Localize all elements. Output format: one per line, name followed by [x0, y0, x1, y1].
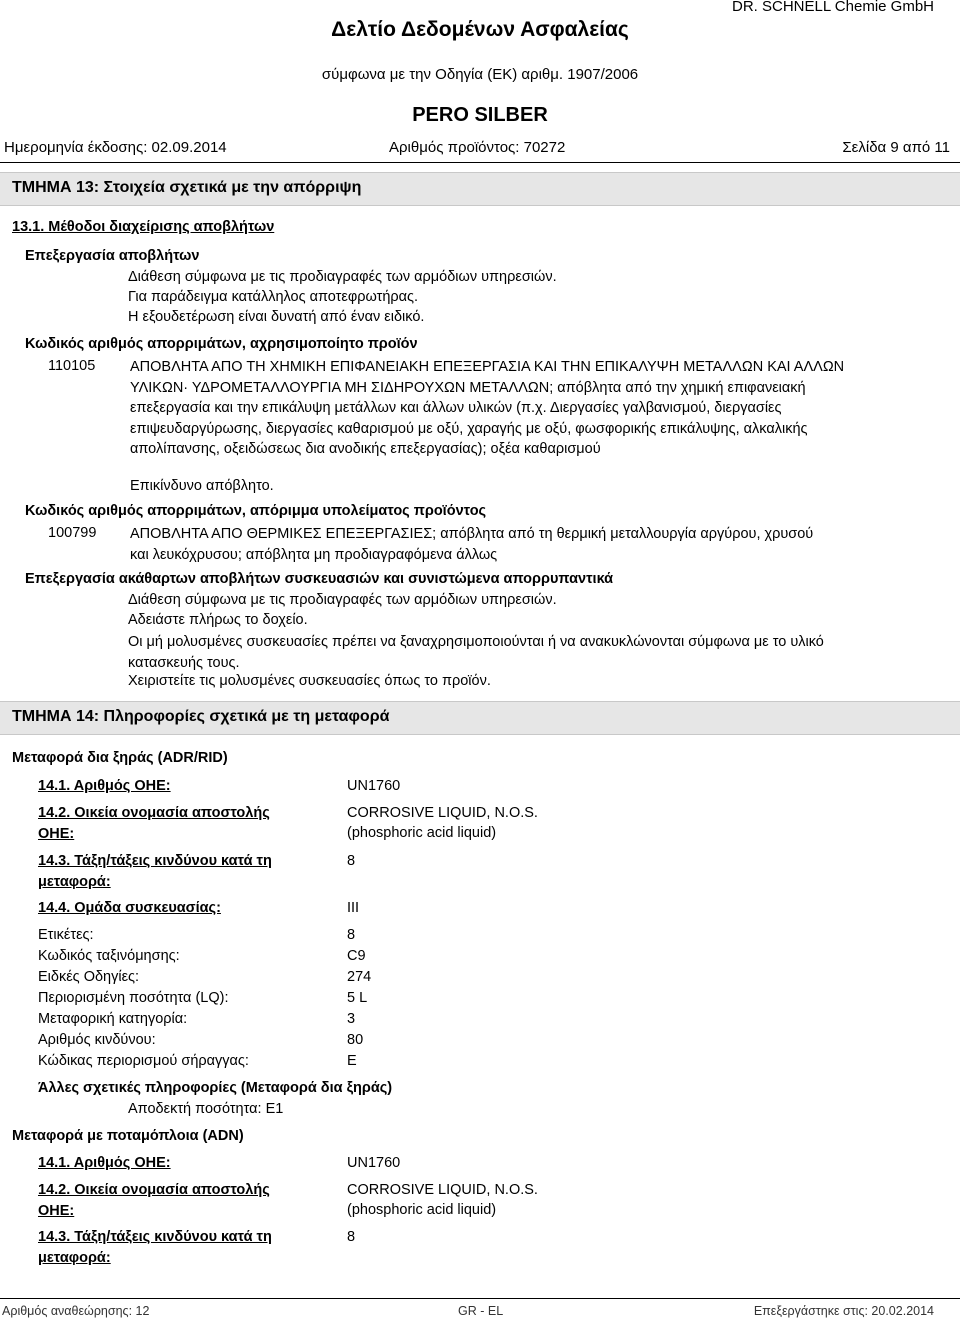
packaging-heading: Επεξεργασία ακάθαρτων αποβλήτων συσκευασιών και συνιστώμενα απορρυπαντικά [25, 571, 614, 587]
road-shipping-name-value: (phosphoric acid liquid) [347, 825, 497, 841]
road-info-value: E [347, 1053, 357, 1069]
road-hazard-class-label: μεταφορά: [38, 874, 111, 890]
road-info-value: 3 [347, 1011, 356, 1027]
regulation-reference: σύμφωνα με την Οδηγία (ΕΚ) αριθμ. 1907/2006 [321, 66, 639, 83]
product-name: PERO SILBER [412, 104, 548, 126]
road-other-info-heading: Άλλες σχετικές πληροφορίες (Μεταφορά δια ξηράς) [38, 1080, 393, 1096]
language-code: GR - EL [458, 1304, 504, 1318]
section-13-bar [0, 172, 960, 206]
inland-hazard-class-label: 14.3. Τάξη/τάξεις κινδύνου κατά τη [38, 1229, 272, 1245]
company-name: DR. SCHNELL Chemie GmbH [732, 0, 934, 15]
road-info-label: Περιορισμένη ποσότητα (LQ): [38, 990, 229, 1006]
issue-date: Ημερομηνία έκδοσης: 02.09.2014 [4, 139, 227, 156]
page-number: Σελίδα 9 από 11 [842, 139, 950, 156]
inland-transport-heading: Μεταφορά με ποταμόπλοια (ADN) [12, 1128, 244, 1144]
document-title: Δελτίο Δεδομένων Ασφαλείας [331, 18, 629, 41]
road-un-number-label: 14.1. Αριθμός ΟΗΕ: [38, 778, 171, 794]
inland-un-number-label: 14.1. Αριθμός ΟΗΕ: [38, 1155, 171, 1171]
road-other-info-value: Αποδεκτή ποσότητα: E1 [128, 1101, 284, 1117]
road-un-number-value: UN1760 [347, 778, 401, 794]
road-info-value: 8 [347, 927, 356, 943]
road-packing-group-label: 14.4. Ομάδα συσκευασίας: [38, 900, 221, 916]
road-info-label: Μεταφορική κατηγορία: [38, 1011, 188, 1027]
waste-code-100799: 100799 [48, 525, 97, 541]
section-14-bar [0, 701, 960, 735]
road-info-label: Ειδκές Οδηγίες: [38, 969, 140, 985]
inland-un-number-value: UN1760 [347, 1155, 401, 1171]
road-shipping-name-label: 14.2. Οικεία ονομασία αποστολής [38, 805, 270, 821]
inland-shipping-name-label: ΟΗΕ: [38, 1203, 75, 1219]
subsection-13-1-title: 13.1. Μέθοδοι διαχείρισης αποβλήτων [12, 219, 275, 235]
packaging-line: Οι μή μολυσμένες συσκευασίες πρέπει να ξαναχρησιμοποιούνται ή να ανακυκλώνονται σύμφωνα με το υλικό κατασκευής τους. [128, 634, 824, 671]
waste-treatment-heading: Επεξεργασία αποβλήτων [25, 248, 200, 264]
header-divider [0, 162, 960, 163]
road-shipping-name-label: ΟΗΕ: [38, 826, 75, 842]
road-info-value: C9 [347, 948, 366, 964]
inland-shipping-name-value: CORROSIVE LIQUID, N.O.S. [347, 1182, 538, 1198]
road-shipping-name-value: CORROSIVE LIQUID, N.O.S. [347, 805, 538, 821]
waste-code-110105-description: ΑΠΟΒΛΗΤΑ ΑΠΟ ΤΗ ΧΗΜΙΚΗ ΕΠΙΦΑΝΕΙΑΚΗ ΕΠΕΞΕΡΓΑΣΙΑ ΚΑΙ ΤΗΝ ΕΠΙΚΑΛΥΨΗ ΜΕΤΑΛΛΩΝ ΚΑΙ ΑΛΛΩΝ ΥΛΙΚΩΝ· ΥΔΡΟΜΕΤΑΛΛΟΥΡΓΙΑ ΜΗ ΣΙΔΗΡΟΥΧΩΝ ΜΕΤΑΛΛΩΝ; απόβλητα από την χημική επιφανειακή επεξεργασία και την επικάλυψη μετάλλων και άλλων υλικών (π.χ. Διεργασίες γαλβανισμού, διεργασίες επιψευδαργύρωσης, διεργασίες καθαρισμού με οξύ, χαραγής με οξύ, φωσφορικής επικάλυψης, αλκαλικής απολίπανσης, οξειδώσεως δια ανοδικής επεξεργασίας); οξέα καθαρισμού [130, 359, 845, 457]
road-packing-group-value: III [347, 900, 360, 916]
unused-product-code-heading: Κωδικός αριθμός απορριμάτων, αχρησιμοποίητο προϊόν [25, 336, 418, 352]
road-info-value: 80 [347, 1032, 364, 1048]
section-13-title: ΤΜΗΜΑ 13: Στοιχεία σχετικά με την απόρριψη [12, 179, 362, 196]
section-14-title: ΤΜΗΜΑ 14: Πληροφορίες σχετικά με τη μεταφορά [12, 708, 390, 725]
road-transport-heading: Μεταφορά δια ξηράς (ADR/RID) [12, 750, 228, 766]
hazardous-waste-note: Επικίνδυνο απόβλητο. [130, 478, 274, 494]
footer-divider [0, 1298, 960, 1299]
revision-number: Αριθμός αναθεώρησης: 12 [2, 1304, 150, 1318]
road-info-value: 5 L [347, 990, 368, 1006]
road-hazard-class-value: 8 [347, 853, 356, 869]
waste-treatment-line: Η εξουδετέρωση είναι δυνατή από έναν ειδικό. [128, 309, 425, 325]
waste-code-100799-description: ΑΠΟΒΛΗΤΑ ΑΠΟ ΘΕΡΜΙΚΕΣ ΕΠΕΞΕΡΓΑΣΙΕΣ; απόβλητα από τη θερμική μεταλλουργία αργύρου, χρυσού και λευκόχρυσου; απόβλητα μη προδιαγραφόμενα άλλως [130, 526, 814, 563]
inland-shipping-name-value: (phosphoric acid liquid) [347, 1202, 497, 1218]
residue-code-heading: Κωδικός αριθμός απορριμάτων, απόριμμα υπολείματος προϊόντος [25, 503, 487, 519]
waste-code-110105: 110105 [48, 358, 96, 374]
road-info-label: Ετικέτες: [38, 927, 94, 943]
inland-hazard-class-value: 8 [347, 1229, 356, 1245]
inland-shipping-name-label: 14.2. Οικεία ονομασία αποστολής [38, 1182, 270, 1198]
product-number: Αριθμός προϊόντος: 70272 [389, 139, 566, 156]
waste-treatment-line: Διάθεση σύμφωνα με τις προδιαγραφές των αρμόδιων υπηρεσιών. [128, 269, 557, 285]
waste-treatment-line: Για παράδειγμα κατάλληλος αποτεφρωτήρας. [128, 289, 419, 305]
inland-hazard-class-label: μεταφορά: [38, 1250, 111, 1266]
road-info-label: Κώδικας περιορισμού σήραγγας: [38, 1053, 249, 1069]
packaging-line: Διάθεση σύμφωνα με τις προδιαγραφές των αρμόδιων υπηρεσιών. [128, 592, 557, 608]
road-info-label: Κωδικός ταξινόμησης: [38, 948, 180, 964]
packaging-line: Αδειάστε πλήρως το δοχείο. [128, 612, 308, 628]
packaging-line: Χειριστείτε τις μολυσμένες συσκευασίες όπως το προϊόν. [128, 673, 491, 689]
road-hazard-class-label: 14.3. Τάξη/τάξεις κινδύνου κατά τη [38, 853, 272, 869]
revision-date: Επεξεργάστηκε στις: 20.02.2014 [753, 1304, 934, 1318]
road-info-label: Αριθμός κινδύνου: [38, 1032, 156, 1048]
road-info-value: 274 [347, 969, 372, 985]
